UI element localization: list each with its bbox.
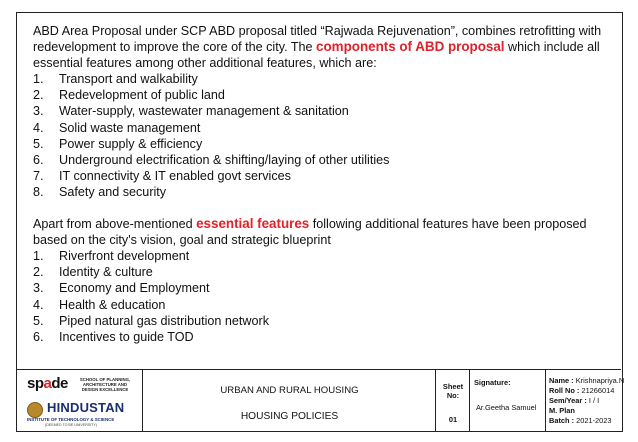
list-item xyxy=(33,248,608,264)
list-item-text: Incentives to guide TOD xyxy=(59,329,194,344)
sheet-label: Sheet No: xyxy=(442,382,464,400)
list-item xyxy=(33,136,608,152)
batch: Batch : 2021-2023 xyxy=(549,416,612,425)
list-item xyxy=(33,168,608,184)
spade-tagline: SCHOOL OF PLANNING, ARCHITECTURE AND DESIGN EXCELLENCE xyxy=(79,377,131,392)
list-item xyxy=(33,184,608,200)
para2-text-end: following additional features have been proposed based on the city's vision, goal and strategic blueprint xyxy=(33,217,587,248)
list-item-number: 3. xyxy=(33,104,44,119)
para2-highlight: essential features xyxy=(196,216,310,232)
list-item-number: 3. xyxy=(33,281,44,296)
list-item-text: Water-supply, wastewater management & sanitation xyxy=(59,104,349,119)
list-item-text: Health & education xyxy=(59,297,166,312)
sheet-number: 01 xyxy=(448,415,458,424)
list-item-text: Safety and security xyxy=(59,184,167,199)
list-item xyxy=(33,313,608,329)
subject-cell xyxy=(143,370,436,432)
intro-text: ABD Area Proposal under SCP ABD proposal titled “Rajwada Rejuvenation”, combines retrofitting with redevelopment to improve the core of the city. The xyxy=(33,24,602,55)
list-item-number: 4. xyxy=(33,120,44,135)
intro-highlight: components of ABD proposal xyxy=(316,39,505,55)
list-item xyxy=(33,329,608,345)
additional-list xyxy=(33,248,608,345)
additional-paragraph xyxy=(33,216,608,248)
para2-text: Apart from above-mentioned xyxy=(33,217,197,232)
list-item-number: 4. xyxy=(33,297,44,312)
sheet-frame xyxy=(16,12,623,432)
list-item xyxy=(33,152,608,168)
intro-paragraph xyxy=(33,23,608,71)
signature-name: Ar.Geetha Samuel xyxy=(476,403,537,412)
list-item xyxy=(33,264,608,280)
list-item-text: Economy and Employment xyxy=(59,281,210,296)
list-item xyxy=(33,71,608,87)
roll-number: Roll No : 21266014 xyxy=(549,386,615,395)
list-item-number: 2. xyxy=(33,265,44,280)
list-item xyxy=(33,297,608,313)
list-item-text: Riverfront development xyxy=(59,249,190,264)
subject-title: URBAN AND RURAL HOUSING xyxy=(220,385,359,396)
list-item-text: Power supply & efficiency xyxy=(59,136,203,151)
hindustan-subtitle: INSTITUTE OF TECHNOLOGY & SCIENCE xyxy=(27,417,115,422)
components-list xyxy=(33,71,608,200)
list-item-text: IT connectivity & IT enabled govt services xyxy=(59,168,291,183)
list-item-number: 2. xyxy=(33,88,44,103)
list-item xyxy=(33,103,608,119)
topic-title: HOUSING POLICIES xyxy=(240,411,339,422)
list-item xyxy=(33,87,608,103)
list-item-number: 1. xyxy=(33,249,44,264)
hindustan-logo xyxy=(27,400,137,428)
signature-cell xyxy=(470,370,546,432)
hindustan-wordmark: HINDUSTAN xyxy=(47,400,125,415)
sheet-cell xyxy=(436,370,470,432)
list-item-text: Underground electrification & shifting/laying of other utilities xyxy=(59,152,390,167)
list-item-text: Identity & culture xyxy=(59,265,153,280)
signature-label: Signature: xyxy=(474,378,511,387)
sem-year: Sem/Year : I / I xyxy=(549,396,600,405)
spade-logo: spade SCHOOL OF PLANNING, ARCHITECTURE AND DESIGN EXCELLENCE xyxy=(27,375,133,397)
list-item-text: Piped natural gas distribution network xyxy=(59,313,270,328)
list-item-number: 8. xyxy=(33,184,44,199)
list-item-number: 6. xyxy=(33,329,44,344)
hindustan-deemed: (DEEMED TO BE UNIVERSITY) xyxy=(45,423,97,427)
hindustan-emblem-icon xyxy=(27,402,43,418)
intro-text-end: which include all essential features among other additional features, which are: xyxy=(33,40,600,71)
list-item-number: 5. xyxy=(33,136,44,151)
list-item-text: Transport and walkability xyxy=(59,72,198,87)
student-info-cell xyxy=(546,370,625,432)
student-name: Name : Krishnapriya.N xyxy=(549,376,625,385)
list-item-number: 6. xyxy=(33,152,44,167)
list-item-text: Redevelopment of public land xyxy=(59,88,225,103)
list-item-number: 1. xyxy=(33,72,44,87)
logo-cell xyxy=(17,370,143,432)
title-block xyxy=(17,369,625,432)
list-item-number: 5. xyxy=(33,313,44,328)
list-item-text: Solid waste management xyxy=(59,120,201,135)
list-item-number: 7. xyxy=(33,168,44,183)
list-item xyxy=(33,280,608,296)
list-item xyxy=(33,120,608,136)
main-content xyxy=(33,23,608,345)
program: M. Plan xyxy=(549,406,575,415)
